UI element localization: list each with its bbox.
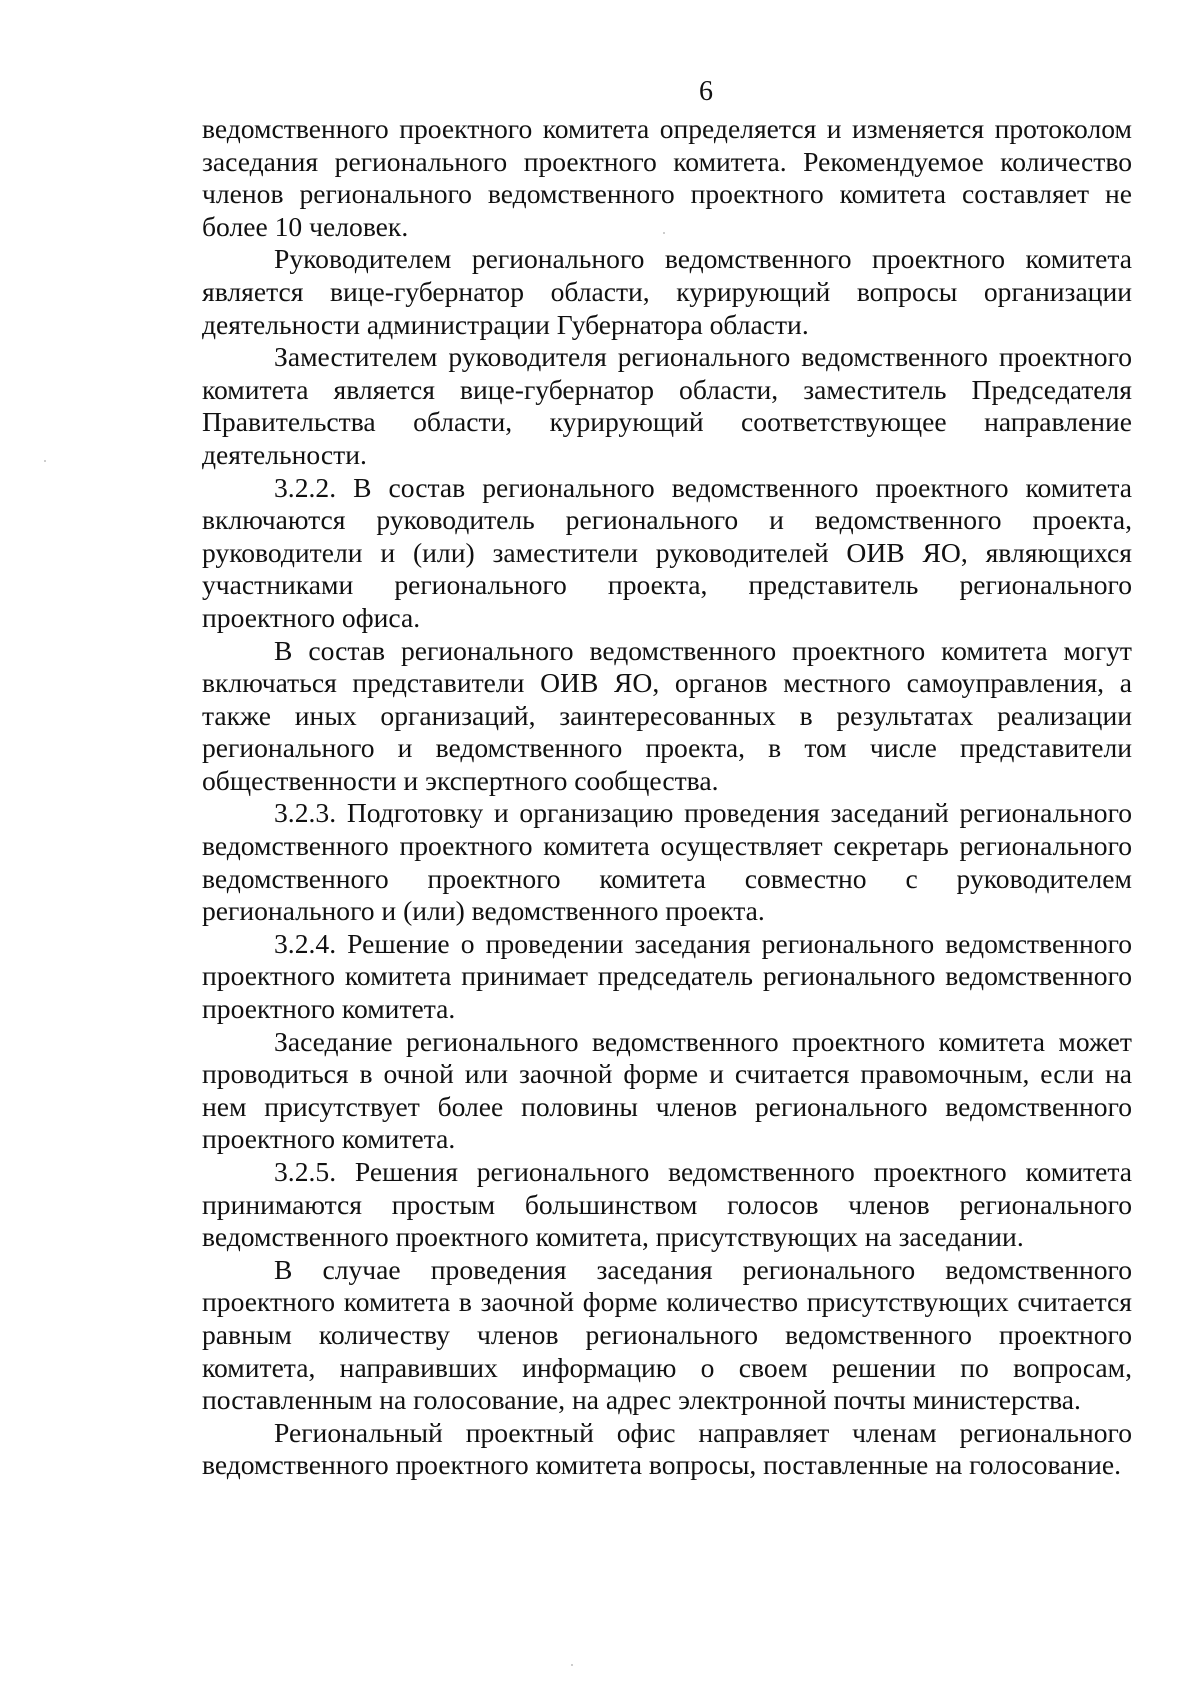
paragraph-3-2-3: 3.2.3. Подготовку и организацию проведения заседаний регионального ведомственного проектного комитета осуществляет секретарь регионального ведомственного проектного комитета совместно с руководителем регионального и (или) ведомственного проекта. bbox=[202, 797, 1132, 927]
paragraph-deputy-head: Заместителем руководителя регионального ведомственного проектного комитета является вице-губернатор области, заместитель Председателя Правительства области, курирующий соответствующее направление деятельности. bbox=[202, 341, 1132, 470]
paragraph-3-2-2: 3.2.2. В состав регионального ведомственного проектного комитета включаются руководитель регионального и ведомственного проекта, руководители и (или) заместители руководителей ОИВ ЯО, являющихся участниками регионального проекта, представитель регионального проектного офиса. bbox=[202, 471, 1132, 633]
paragraph-committee-members: В состав регионального ведомственного проектного комитета могут включаться представители ОИВ ЯО, органов местного самоуправления, а также иных организаций, заинтересованных в результатах реализации регионального и ведомственного проекта, в том числе представители общественности и экспертного сообщества. bbox=[202, 634, 1132, 796]
page-number: 6 bbox=[699, 76, 713, 107]
paragraph-committee-head: Руководителем регионального ведомственного проектного комитета является вице-губернатор области, курирующий вопросы организации деятельности администрации Губернатора области. bbox=[202, 243, 1132, 340]
paragraph-3-2-5: 3.2.5. Решения регионального ведомственного проектного комитета принимаются простым большинством голосов членов регионального ведомственного проектного комитета, присутствующих на заседании. bbox=[202, 1156, 1132, 1253]
paragraph-3-2-4: 3.2.4. Решение о проведении заседания регионального ведомственного проектного комитета принимает председатель регионального ведомственного проектного комитета. bbox=[202, 927, 1132, 1025]
scan-speck bbox=[663, 232, 665, 234]
document-body bbox=[202, 113, 1132, 1482]
scan-speck bbox=[571, 1664, 573, 1666]
scan-speck bbox=[44, 460, 46, 462]
paragraph-continuation: ведомственного проектного комитета определяется и изменяется протоколом заседания регионального проектного комитета. Рекомендуемое количество членов регионального ведомственного проектного комитета составляет не более 10 человек. bbox=[202, 113, 1132, 242]
paragraph-meeting-form: Заседание регионального ведомственного проектного комитета может проводиться в очной или заочной форме и считается правомочным, если на нем присутствует более половины членов регионального ведомственного проектного комитета. bbox=[202, 1025, 1132, 1155]
paragraph-absentee-voting: В случае проведения заседания регионального ведомственного проектного комитета в заочной форме количество присутствующих считается равным количеству членов регионального ведомственного проектного комитета, направивших информацию о своем решении по вопросам, поставленным на голосование, на адрес электронной почты министерства. bbox=[202, 1253, 1132, 1416]
paragraph-project-office: Региональный проектный офис направляет членам регионального ведомственного проектного комитета вопросы, поставленные на голосование. bbox=[202, 1416, 1132, 1481]
